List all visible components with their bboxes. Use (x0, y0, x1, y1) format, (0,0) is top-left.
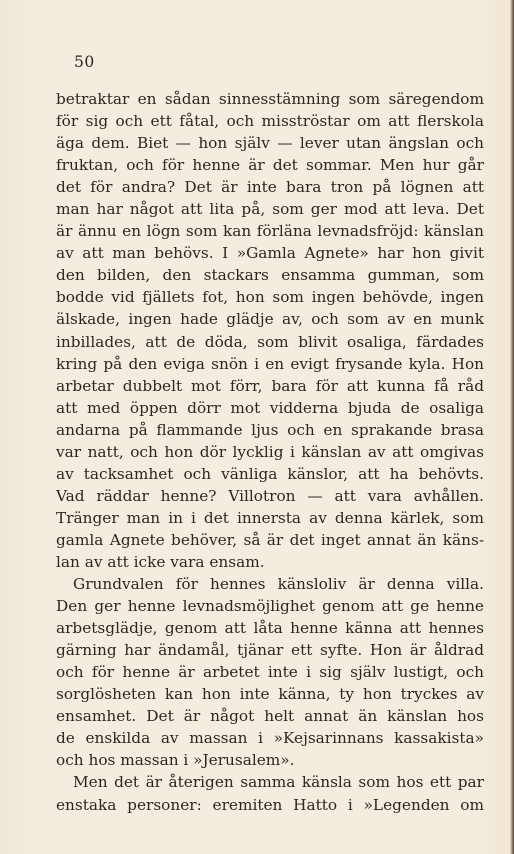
text-line: älskade, ingen hade glädje av, och som av en munk (56, 310, 484, 329)
text-line: av tacksamhet och vänliga känslor, att ha behövts. (56, 464, 484, 483)
text-line: var natt, och hon dör lycklig i känslan av att omgivas (56, 442, 484, 461)
body-text (56, 88, 484, 816)
text-line: betraktar en sådan sinnesstämning som säregendom (56, 90, 484, 108)
text-line: ensamhet. Det är något helt annat än känslan hos (56, 707, 484, 726)
text-line: är ännu en lögn som kan förläna levnadsfröjd: känslan (56, 222, 484, 241)
text-line: man har något att lita på, som ger mod att leva. Det (56, 200, 484, 219)
text-line: fruktan, och för henne är det sommar. Men hur går (56, 156, 484, 175)
text-line: bodde vid fjällets fot, hon som ingen behövde, ingen (56, 288, 484, 307)
text-line: enstaka personer: eremiten Hatto i »Legenden om (56, 795, 484, 814)
text-line: Vad räddar henne? Villotron — att vara avhållen. (56, 486, 484, 505)
page-edge-shadow (510, 0, 514, 854)
text-line: andarna på flammande ljus och en sprakande brasa (56, 420, 484, 439)
text-line: Den ger henne levnadsmöjlighet genom att ge henne (56, 597, 484, 616)
text-line: det för andra? Det är inte bara tron på lögnen att (56, 178, 484, 197)
text-line: Tränger man in i det innersta av denna kärlek, som (56, 508, 484, 527)
text-line: för sig och ett fåtal, och misströstar om att flerskola (56, 112, 484, 131)
text-line: sorglösheten kan hon inte känna, ty hon tryckes av (56, 685, 484, 704)
text-line: arbetar dubbelt mot förr, bara för att kunna få råd (56, 376, 484, 395)
text-line: kring på den eviga snön i en evigt frysande kyla. Hon (56, 354, 484, 373)
text-line: av att man behövs. I »Gamla Agnete» har hon givit (56, 244, 484, 263)
text-line: arbetsglädje, genom att låta henne känna att hennes (56, 619, 484, 638)
page-number: 50 (74, 53, 95, 71)
text-line: äga dem. Biet — hon själv — lever utan ängslan och (56, 134, 484, 153)
text-line: inbillades, att de döda, som blivit osaliga, färdades (56, 332, 484, 351)
text-line: Men det är återigen samma känsla som hos ett par (73, 773, 484, 792)
text-line: Grundvalen för hennes känsloliv är denna villa. (73, 575, 484, 594)
text-line: de enskilda av massan i »Kejsarinnans kassakista» (56, 729, 484, 748)
text-line: och hos massan i »Jerusalem». (56, 751, 295, 770)
text-line: att med öppen dörr mot vidderna bjuda de osaliga (56, 398, 484, 417)
text-line: gamla Agnete behöver, så är det inget annat än käns- (56, 530, 484, 549)
text-line: gärning har ändamål, tjänar ett syfte. Hon är åldrad (56, 641, 484, 660)
text-line: lan av att icke vara ensam. (56, 552, 265, 571)
text-line: och för henne är arbetet inte i sig själv lustigt, och (56, 663, 484, 682)
text-line: den bilden, den stackars ensamma gumman, som (56, 266, 484, 285)
